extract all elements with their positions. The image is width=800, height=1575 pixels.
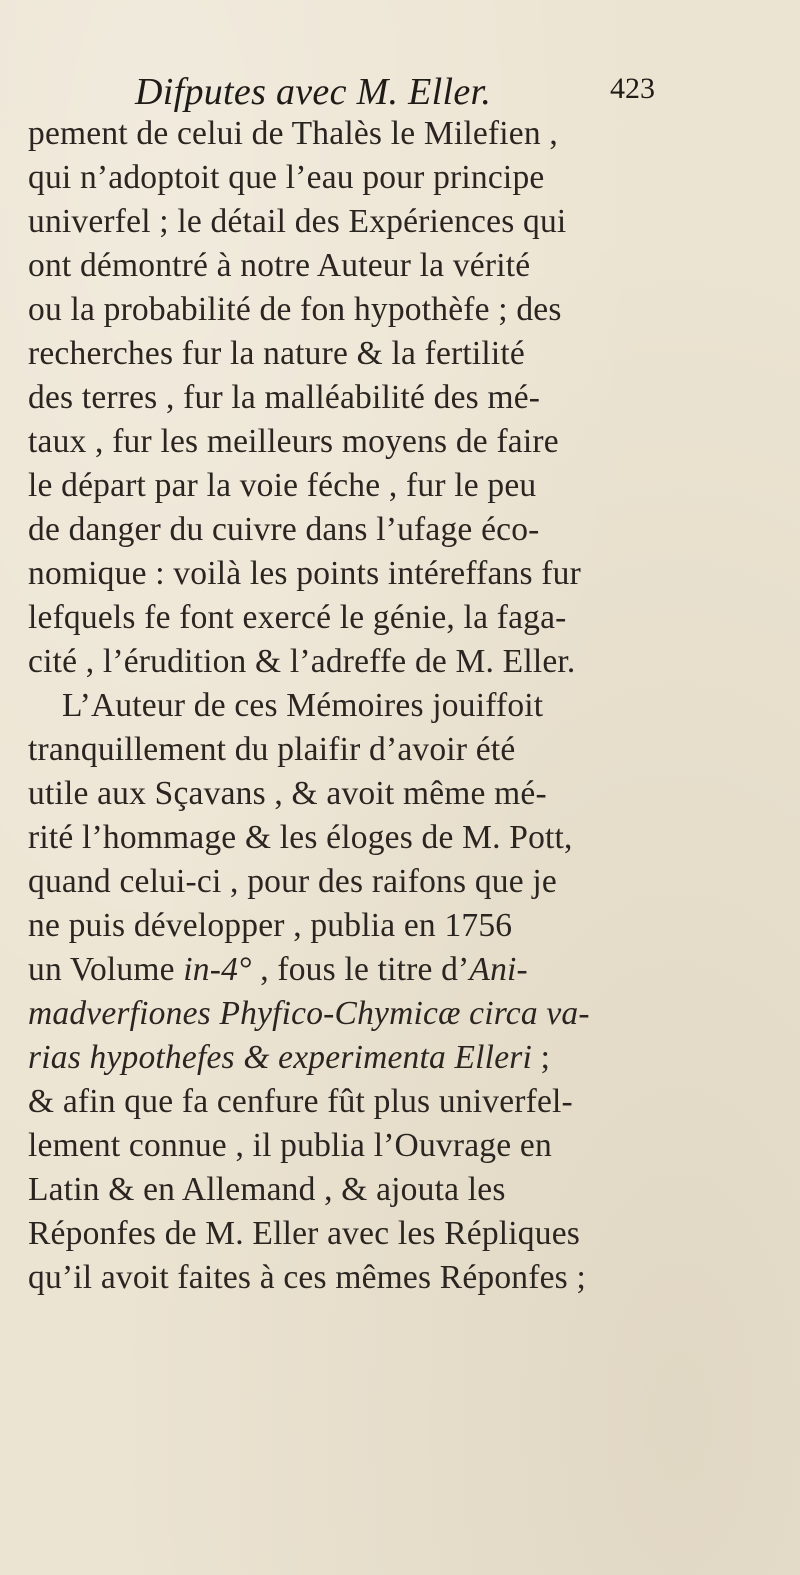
text-line	[28, 1036, 788, 1080]
text-line: ne puis développer , publia en 1756	[28, 907, 513, 944]
page-number: 423	[610, 72, 655, 105]
italic-title-end: rias hypothefes & experimenta Elleri	[28, 1039, 533, 1076]
italic-title: madverfiones Phyfico-Chymicæ circa va-	[28, 995, 590, 1032]
text-line: rité l’hommage & les éloges de M. Pott,	[28, 819, 573, 856]
text-run: ;	[532, 1039, 551, 1076]
text-run: , fous le titre d’	[251, 951, 470, 988]
text-line: qu’il avoit faites à ces mêmes Réponfes ;	[28, 1259, 586, 1296]
text-line: lefquels fe font exercé le génie, la faga-	[28, 599, 567, 636]
text-line: ont démontré à notre Auteur la vérité	[28, 247, 531, 284]
text-line: ou la probabilité de fon hypothèfe ; des	[28, 291, 562, 328]
text-line: cité , l’érudition & l’adreffe de M. Eller.	[28, 643, 576, 680]
text-line: univerfel ; le détail des Expériences qui	[28, 203, 567, 240]
text-line: lement connue , il publia l’Ouvrage en	[28, 1127, 552, 1164]
text-line: nomique : voilà les points intéreffans fur	[28, 555, 581, 592]
text-line: Réponfes de M. Eller avec les Répliques	[28, 1215, 581, 1252]
text-line: de danger du cuivre dans l’ufage éco-	[28, 511, 540, 548]
body-text	[28, 112, 788, 1300]
paragraph-start-line: L’Auteur de ces Mémoires jouiffoit	[62, 687, 544, 724]
text-line: recherches fur la nature & la fertilité	[28, 335, 526, 372]
text-line: taux , fur les meilleurs moyens de faire	[28, 423, 559, 460]
text-line: le départ par la voie féche , fur le peu	[28, 467, 537, 504]
text-line: des terres , fur la malléabilité des mé-	[28, 379, 541, 416]
text-line: Latin & en Allemand , & ajouta les	[28, 1171, 506, 1208]
text-line	[28, 948, 788, 992]
running-title: Difputes avec M. Eller.	[135, 71, 492, 113]
text-line: tranquillement du plaifir d’avoir été	[28, 731, 516, 768]
italic-title-start: Ani-	[469, 951, 528, 988]
text-run: un Volume	[28, 951, 184, 988]
text-line: qui n’adoptoit que l’eau pour principe	[28, 159, 545, 196]
text-line: quand celui-ci , pour des raifons que je	[28, 863, 557, 900]
text-line: utile aux Sçavans , & avoit même mé-	[28, 775, 547, 812]
text-line	[28, 992, 788, 1036]
text-line: & afin que fa cenfure fût plus univerfel-	[28, 1083, 573, 1120]
italic-format: in-4°	[183, 951, 252, 988]
text-line: pement de celui de Thalès le Milefien ,	[28, 115, 558, 152]
